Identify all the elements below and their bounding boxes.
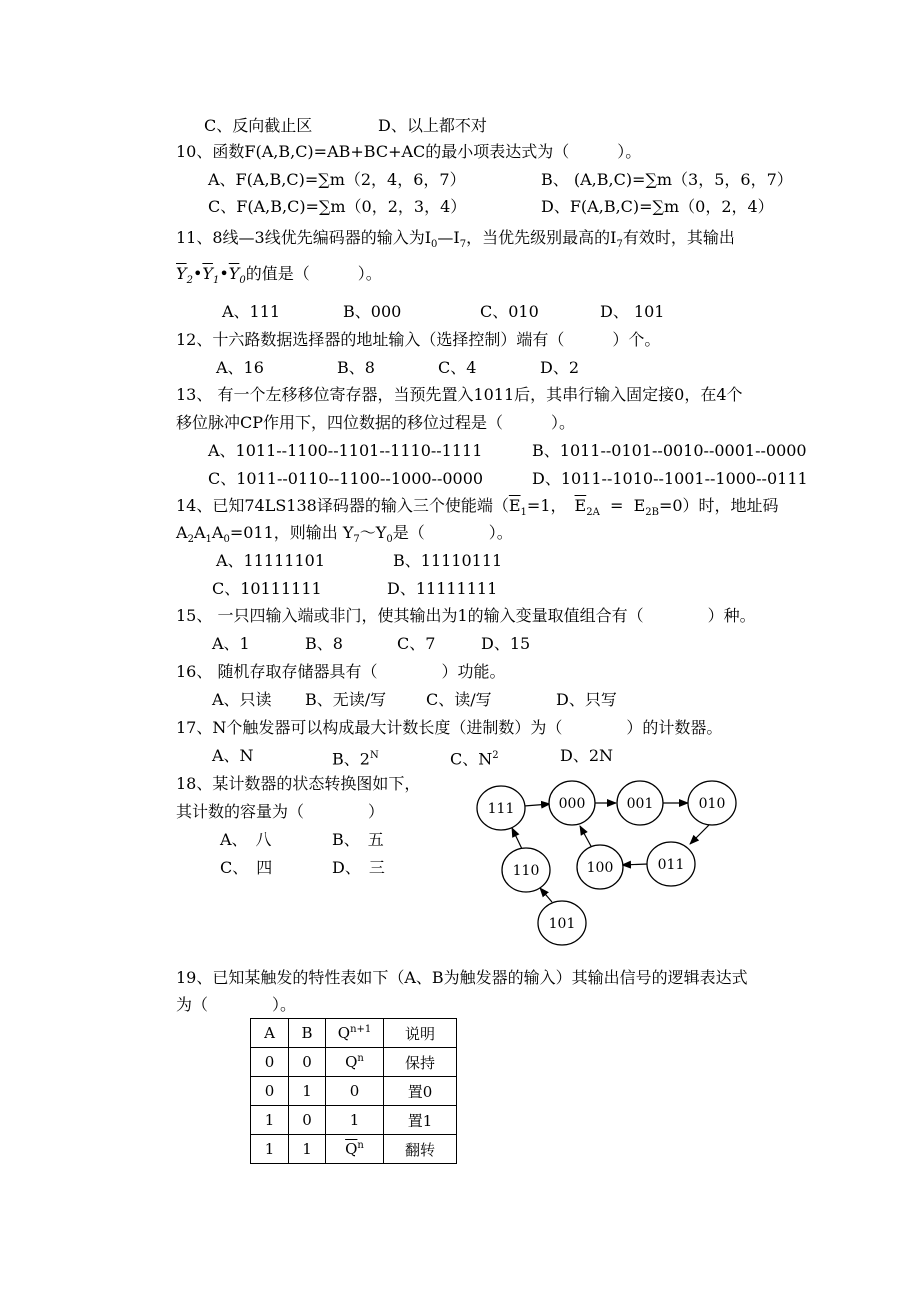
q17-option-b: B、$2^N$ (332, 749, 379, 769)
q16-option-b: B、无读/写 (305, 690, 387, 709)
q18-stem-line-1: 18、某计数器的状态转换图如下， (176, 774, 421, 793)
header-q-next: $Q^{n+1}$ (326, 1019, 384, 1048)
q16-stem: 16、 随机存取存储器具有（ ）功能。 (176, 662, 506, 681)
q10-option-b: B、 (A,B,C)=∑m（3，5，6，7） (541, 170, 793, 189)
q9-option-c: C、反向截止区 (204, 116, 313, 135)
state-node-001 (617, 781, 663, 825)
q11-option-b: B、000 (343, 302, 402, 321)
q18-option-d: D、 三 (332, 858, 385, 877)
arrow-111-000 (524, 804, 550, 806)
q9-option-d: D、以上都不对 (378, 116, 487, 135)
state-transition-diagram (468, 772, 768, 950)
table-row (251, 1106, 457, 1135)
cell: 1 (289, 1077, 326, 1106)
state-node-000 (549, 781, 595, 825)
svg-text:100: 100 (586, 860, 614, 876)
table-row (251, 1135, 457, 1164)
state-node-100 (577, 845, 623, 889)
q11-output-expression: $\overline{Y}_2•\overline{Y}_1•\overline{Y}_0$的值是（ ）。 (176, 264, 382, 287)
q13-stem-line-2: 移位脉冲CP作用下，四位数据的移位过程是（ ）。 (176, 413, 576, 432)
cell: 1 (251, 1135, 289, 1164)
q10-option-c: C、F(A,B,C)=∑m（0，2，3，4） (208, 197, 467, 216)
arrow-101-110 (540, 888, 552, 902)
q10-option-d: D、F(A,B,C)=∑m（0，2，4） (541, 197, 774, 216)
cell: 保持 (384, 1048, 457, 1077)
q15-option-c: C、7 (397, 634, 436, 653)
q14-stem-line-1: 14、已知74LS138译码器的输入三个使能端（$\overline{E}_1=1$， $\overline{E}_{2A} = E_{2B}=0$）时，地址码 (176, 496, 779, 519)
q18-option-b: B、 五 (332, 830, 384, 849)
q14-stem-line-2: $A_2A_1A_0=011$，则输出 $Y_7\sim Y_0$是（ ）。 (176, 523, 513, 546)
q12-option-a: A、16 (216, 358, 264, 377)
cell: 1 (251, 1106, 289, 1135)
q13-option-a: A、1011--1100--1101--1110--1111 (208, 441, 483, 460)
q18-option-c: C、 四 (220, 858, 273, 877)
svg-text:111: 111 (487, 801, 515, 817)
q17-option-c: C、$N^2$ (450, 749, 499, 769)
q14-option-a: A、11111101 (216, 551, 325, 570)
q13-option-b: B、1011--0101--0010--0001--0000 (532, 441, 807, 460)
arrow-100-000 (580, 826, 592, 848)
q16-option-d: D、只写 (556, 690, 617, 709)
q17-option-a: A、N (212, 746, 254, 765)
table-row (251, 1048, 457, 1077)
svg-text:011: 011 (657, 857, 685, 873)
table-row (251, 1077, 457, 1106)
cell: $\overline{Q}^n$ (326, 1135, 384, 1164)
q15-option-a: A、1 (212, 634, 250, 653)
table-header-row (251, 1019, 457, 1048)
svg-text:010: 010 (698, 796, 726, 812)
q15-option-b: B、8 (305, 634, 343, 653)
q14-option-c: C、10111111 (212, 579, 322, 598)
header-a: A (251, 1019, 289, 1048)
q13-option-c: C、1011--0110--1100--1000--0000 (208, 469, 484, 488)
q19-stem-line-2: 为（ ）。 (176, 995, 297, 1014)
q15-option-d: D、15 (481, 634, 531, 653)
svg-text:001: 001 (626, 796, 654, 812)
q17-stem: 17、N个触发器可以构成最大计数长度（进制数）为（ ）的计数器。 (176, 718, 723, 737)
q12-option-d: D、2 (540, 358, 580, 377)
q16-option-a: A、只读 (212, 690, 272, 709)
characteristic-table (250, 1018, 457, 1164)
cell: 置1 (384, 1106, 457, 1135)
q15-stem: 15、 一只四输入端或非门，使其输出为1的输入变量取值组合有（ ）种。 (176, 606, 756, 625)
header-b: B (289, 1019, 326, 1048)
q12-stem: 12、十六路数据选择器的地址输入（选择控制）端有（ ）个。 (176, 330, 661, 349)
state-node-111 (477, 786, 525, 830)
q18-option-a: A、 八 (220, 830, 272, 849)
cell: 0 (251, 1077, 289, 1106)
q10-stem: 10、函数F(A,B,C)=AB+BC+AC的最小项表达式为（ ）。 (176, 142, 642, 161)
q14-option-d: D、11111111 (387, 579, 498, 598)
cell: 1 (289, 1135, 326, 1164)
cell: 0 (289, 1048, 326, 1077)
q12-option-c: C、4 (438, 358, 477, 377)
cell: 置0 (384, 1077, 457, 1106)
svg-text:110: 110 (512, 863, 540, 879)
cell: 0 (326, 1077, 384, 1106)
arrow-110-111 (512, 828, 522, 849)
state-node-101 (538, 901, 586, 945)
q11-stem: 11、8线—3线优先编码器的输入为$I_0—I_7$，当优先级别最高的$I_7$有效时，其输出 (176, 228, 735, 251)
q14-option-b: B、11110111 (393, 551, 503, 570)
q11-option-d: D、 101 (600, 302, 665, 321)
q18-stem-line-2: 其计数的容量为（ ） (176, 802, 385, 821)
q13-option-d: D、1011--1010--1001--1000--0111 (532, 469, 808, 488)
q11-option-a: A、111 (222, 302, 281, 321)
cell: 翻转 (384, 1135, 457, 1164)
q13-stem-line-1: 13、 有一个左移移位寄存器，当预先置入1011后，其串行输入固定接0，在4个 (176, 385, 743, 404)
arrow-011-100 (622, 864, 648, 865)
arrow-010-011 (690, 824, 710, 844)
cell: 0 (251, 1048, 289, 1077)
q16-option-c: C、读/写 (426, 690, 492, 709)
header-description: 说明 (384, 1019, 457, 1048)
cell: $Q^n$ (326, 1048, 384, 1077)
cell: 0 (289, 1106, 326, 1135)
q11-option-c: C、010 (480, 302, 539, 321)
q19-stem-line-1: 19、已知某触发的特性表如下（A、B为触发器的输入）其输出信号的逻辑表达式 (176, 968, 748, 987)
state-node-011 (647, 842, 695, 886)
q12-option-b: B、8 (337, 358, 375, 377)
state-node-110 (502, 848, 550, 892)
q10-option-a: A、F(A,B,C)=∑m（2，4，6，7） (208, 170, 466, 189)
svg-text:000: 000 (558, 796, 586, 812)
svg-text:101: 101 (548, 916, 576, 932)
state-node-010 (688, 781, 736, 825)
q17-option-d: D、2N (560, 746, 614, 765)
cell: 1 (326, 1106, 384, 1135)
